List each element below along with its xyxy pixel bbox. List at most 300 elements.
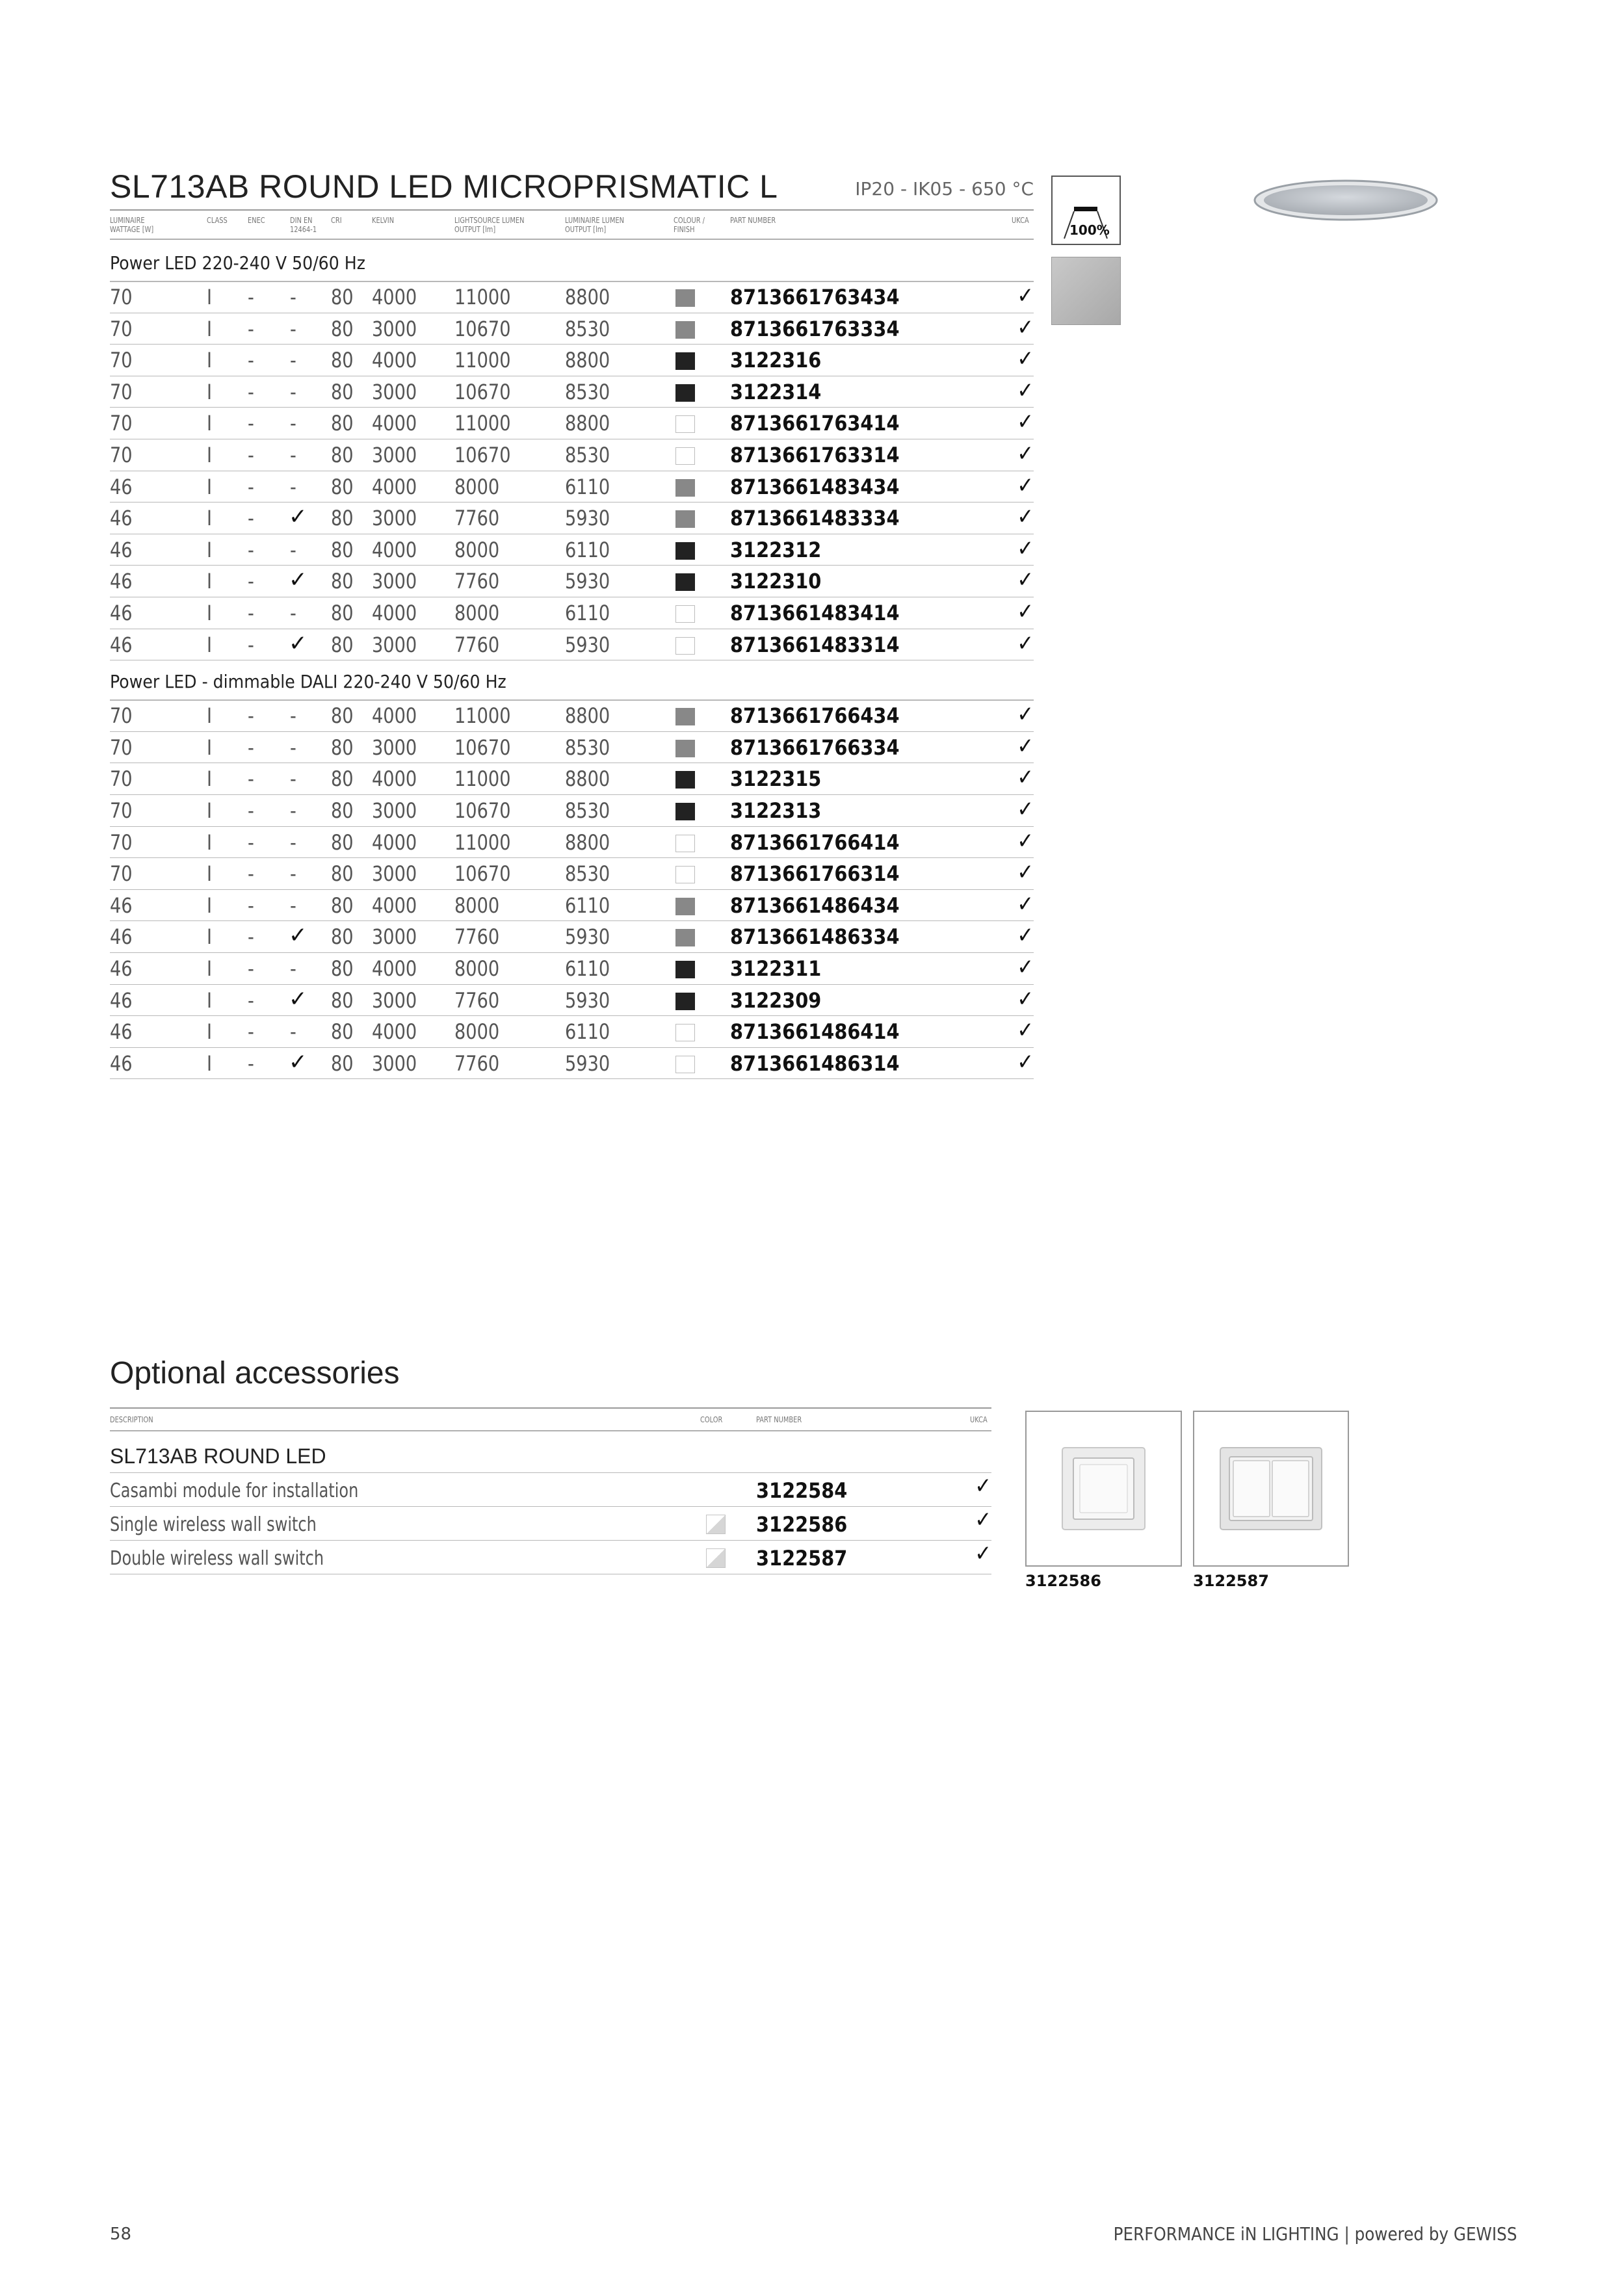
colour-swatch-black — [675, 961, 695, 978]
colour-swatch-black — [675, 384, 695, 402]
cell-enec: - — [248, 632, 254, 657]
cell-class: I — [207, 798, 213, 823]
cell-enec: - — [248, 601, 254, 625]
ukca-check-icon: ✓ — [1017, 535, 1034, 562]
colour-swatch-black — [675, 803, 695, 820]
table-row — [110, 597, 1034, 629]
cell-kelvin: 4000 — [372, 474, 417, 499]
cell-wattage: 70 — [110, 703, 133, 729]
cell-part-number: 8713661763414 — [730, 411, 900, 436]
cell-luminaire-lumen: 8800 — [565, 411, 610, 436]
cell-part-number: 3122310 — [730, 569, 822, 594]
accessory-part-number: 3122586 — [756, 1512, 848, 1537]
cell-kelvin: 3000 — [372, 316, 417, 341]
colour-swatch-white — [675, 1024, 695, 1041]
cell-enec: - — [248, 829, 254, 855]
cell-lightsource-lumen: 7760 — [454, 1050, 500, 1076]
colour-swatch-grey — [675, 321, 695, 339]
table-row — [110, 566, 1034, 597]
ukca-check-icon: ✓ — [1017, 1017, 1034, 1044]
cell-enec: - — [248, 987, 254, 1013]
cell-part-number: 8713661763334 — [730, 316, 900, 341]
table-row — [110, 313, 1034, 345]
cell-cri: 80 — [331, 632, 354, 657]
cell-din: - — [290, 601, 296, 625]
product-title: SL713AB ROUND LED MICROPRISMATIC L — [110, 168, 778, 205]
accessory-colour-swatch — [706, 1548, 726, 1568]
cell-din: - — [290, 829, 296, 855]
cell-part-number: 3122314 — [730, 379, 822, 404]
ukca-check-icon: ✓ — [1017, 1049, 1034, 1075]
colour-swatch-grey — [675, 289, 695, 307]
cell-kelvin: 3000 — [372, 798, 417, 823]
cell-luminaire-lumen: 5930 — [565, 987, 610, 1013]
title-rule — [110, 209, 1034, 211]
cell-luminaire-lumen: 8530 — [565, 316, 610, 341]
cell-kelvin: 3000 — [372, 506, 417, 531]
ukca-check-icon: ✓ — [1017, 985, 1034, 1012]
cell-wattage: 70 — [110, 285, 133, 309]
cell-kelvin: 3000 — [372, 569, 417, 594]
cell-cri: 80 — [331, 861, 354, 887]
cell-din: - — [290, 956, 296, 981]
cell-cri: 80 — [331, 506, 354, 531]
footer-brand: PERFORMANCE iN LIGHTING | powered by GEWISS — [1113, 2223, 1517, 2245]
colour-swatch-black — [675, 993, 695, 1010]
cell-class: I — [207, 537, 213, 562]
accessories-col-description: DESCRIPTION — [110, 1415, 153, 1424]
accessory-colour-swatch — [706, 1515, 726, 1534]
cell-kelvin: 4000 — [372, 893, 417, 918]
cell-luminaire-lumen: 6110 — [565, 474, 610, 499]
cell-class: I — [207, 861, 213, 887]
cell-luminaire-lumen: 8800 — [565, 703, 610, 729]
cell-class: I — [207, 569, 213, 594]
cell-wattage: 70 — [110, 411, 133, 436]
col-class: CLASS — [207, 216, 228, 225]
colour-swatch-black — [675, 352, 695, 370]
cell-part-number: 8713661483434 — [730, 474, 900, 499]
cell-lightsource-lumen: 7760 — [454, 924, 500, 950]
cell-din: - — [290, 379, 296, 404]
col-enec: ENEC — [248, 216, 265, 225]
efficiency-label: 100% — [1069, 222, 1110, 238]
cell-part-number: 3122313 — [730, 798, 822, 823]
cell-kelvin: 3000 — [372, 443, 417, 467]
cell-kelvin: 3000 — [372, 861, 417, 887]
cell-part-number: 8713661763314 — [730, 443, 900, 467]
table-row — [110, 345, 1034, 376]
cell-lightsource-lumen: 11000 — [454, 348, 511, 373]
table-row — [110, 985, 1034, 1017]
cell-luminaire-lumen: 8800 — [565, 766, 610, 792]
col-part-number: PART NUMBER — [730, 216, 776, 225]
ukca-check-icon: ✓ — [1017, 630, 1034, 657]
cell-kelvin: 3000 — [372, 632, 417, 657]
cell-wattage: 46 — [110, 569, 133, 594]
cell-part-number: 8713661763434 — [730, 285, 900, 309]
cell-din: - — [290, 735, 296, 760]
ukca-check-icon: ✓ — [1017, 441, 1034, 467]
cell-cri: 80 — [331, 379, 354, 404]
colour-swatch-white — [675, 605, 695, 623]
cell-luminaire-lumen: 8530 — [565, 443, 610, 467]
table-row — [110, 921, 1034, 953]
cell-wattage: 46 — [110, 1050, 133, 1076]
cell-cri: 80 — [331, 474, 354, 499]
cell-luminaire-lumen: 6110 — [565, 601, 610, 625]
table-row — [110, 534, 1034, 566]
section-title: Power LED - dimmable DALI 220-240 V 50/60 Hz — [110, 671, 506, 693]
cell-class: I — [207, 924, 213, 950]
cell-lightsource-lumen: 7760 — [454, 569, 500, 594]
accessories-col-ukca: UKCA — [970, 1415, 988, 1424]
cell-part-number: 8713661766434 — [730, 703, 900, 729]
col-colour-line: FINISH — [674, 225, 695, 234]
table-row — [110, 890, 1034, 922]
cell-luminaire-lumen: 5930 — [565, 506, 610, 531]
ukca-check-icon: ✓ — [1017, 733, 1034, 759]
table-row — [110, 795, 1034, 827]
cell-part-number: 8713661486434 — [730, 893, 900, 918]
cell-din: - — [290, 537, 296, 562]
cell-lightsource-lumen: 11000 — [454, 829, 511, 855]
accessories-title: Optional accessories — [110, 1356, 400, 1390]
cell-luminaire-lumen: 8800 — [565, 285, 610, 309]
colour-swatch-black — [675, 542, 695, 560]
ukca-check-icon: ✓ — [1017, 764, 1034, 791]
cell-kelvin: 4000 — [372, 537, 417, 562]
ukca-check-icon: ✓ — [1017, 283, 1034, 309]
table-row — [110, 1016, 1034, 1048]
cell-class: I — [207, 893, 213, 918]
cell-cri: 80 — [331, 924, 354, 950]
cell-wattage: 46 — [110, 893, 133, 918]
protection-ratings: IP20 - IK05 - 650 °C — [855, 178, 1034, 200]
product-image — [1251, 176, 1440, 224]
image-caption-single: 3122586 — [1025, 1572, 1101, 1590]
cell-class: I — [207, 1019, 213, 1045]
cell-part-number: 3122316 — [730, 348, 822, 373]
cell-class: I — [207, 379, 213, 404]
ukca-check-icon: ✓ — [1017, 504, 1034, 530]
cell-class: I — [207, 956, 213, 981]
ukca-check-icon: ✓ — [1017, 859, 1034, 886]
colour-swatch-white — [675, 415, 695, 433]
cell-wattage: 46 — [110, 987, 133, 1013]
accessories-group-row — [110, 1430, 991, 1473]
table-row — [110, 281, 1034, 313]
table-row — [110, 408, 1034, 439]
cell-enec: - — [248, 861, 254, 887]
table-row — [110, 732, 1034, 764]
cell-part-number: 3122312 — [730, 537, 822, 562]
cell-cri: 80 — [331, 956, 354, 981]
cell-part-number: 8713661483414 — [730, 601, 900, 625]
cell-class: I — [207, 348, 213, 373]
cell-lightsource-lumen: 8000 — [454, 537, 500, 562]
col-lightsource-lumen — [454, 216, 524, 234]
ukca-check-icon: ✓ — [1017, 796, 1034, 822]
cell-kelvin: 3000 — [372, 735, 417, 760]
cell-enec: - — [248, 1019, 254, 1045]
cell-part-number: 8713661486314 — [730, 1050, 900, 1076]
cell-enec: - — [248, 443, 254, 467]
colour-swatch-white — [675, 637, 695, 655]
cell-class: I — [207, 411, 213, 436]
cell-lightsource-lumen: 10670 — [454, 798, 511, 823]
cell-cri: 80 — [331, 829, 354, 855]
cell-enec: - — [248, 316, 254, 341]
ukca-check-icon: ✓ — [1017, 701, 1034, 728]
cell-din: ✓ — [289, 1049, 308, 1075]
cell-lightsource-lumen: 10670 — [454, 316, 511, 341]
cell-class: I — [207, 703, 213, 729]
cell-din: - — [290, 1019, 296, 1045]
cell-lightsource-lumen: 7760 — [454, 632, 500, 657]
cell-lightsource-lumen: 11000 — [454, 411, 511, 436]
col-wattage-line: LUMINAIRE — [110, 216, 145, 225]
cell-cri: 80 — [331, 285, 354, 309]
cell-cri: 80 — [331, 1019, 354, 1045]
cell-part-number: 3122315 — [730, 766, 822, 792]
cell-part-number: 8713661766314 — [730, 861, 900, 887]
accessory-description: Casambi module for installation — [110, 1480, 359, 1502]
ukca-check-icon: ✓ — [975, 1541, 991, 1567]
cell-cri: 80 — [331, 1050, 354, 1076]
col-lightsource-lumen-line: OUTPUT [lm] — [454, 225, 496, 234]
colour-swatch-grey — [675, 929, 695, 946]
cell-kelvin: 4000 — [372, 956, 417, 981]
cell-din: - — [290, 474, 296, 499]
colour-swatch-black — [675, 573, 695, 591]
cell-lightsource-lumen: 10670 — [454, 735, 511, 760]
ukca-check-icon: ✓ — [1017, 472, 1034, 499]
cell-class: I — [207, 632, 213, 657]
cell-wattage: 46 — [110, 601, 133, 625]
cell-wattage: 70 — [110, 798, 133, 823]
accessory-part-number: 3122587 — [756, 1546, 848, 1571]
ukca-check-icon: ✓ — [1017, 954, 1034, 980]
col-luminaire-lumen-line: OUTPUT [lm] — [565, 225, 607, 234]
table-row — [110, 1048, 1034, 1080]
cell-class: I — [207, 506, 213, 531]
col-colour-line: COLOUR / — [674, 216, 705, 225]
cell-class: I — [207, 601, 213, 625]
col-kelvin: KELVIN — [372, 216, 395, 225]
cell-kelvin: 3000 — [372, 1050, 417, 1076]
cell-part-number: 8713661483314 — [730, 632, 900, 657]
cell-enec: - — [248, 474, 254, 499]
cell-enec: - — [248, 766, 254, 792]
cell-class: I — [207, 316, 213, 341]
cell-din: ✓ — [289, 567, 308, 594]
cell-enec: - — [248, 735, 254, 760]
cell-enec: - — [248, 285, 254, 309]
colour-swatch-grey — [675, 479, 695, 497]
cell-lightsource-lumen: 10670 — [454, 379, 511, 404]
cell-class: I — [207, 285, 213, 309]
cell-din: ✓ — [289, 504, 308, 530]
cell-kelvin: 4000 — [372, 285, 417, 309]
cell-wattage: 46 — [110, 956, 133, 981]
cell-kelvin: 3000 — [372, 987, 417, 1013]
cell-enec: - — [248, 379, 254, 404]
cell-wattage: 46 — [110, 474, 133, 499]
cell-enec: - — [248, 506, 254, 531]
cell-wattage: 46 — [110, 1019, 133, 1045]
table-row — [110, 502, 1034, 534]
cell-class: I — [207, 474, 213, 499]
accessory-description: Single wireless wall switch — [110, 1513, 317, 1536]
cell-cri: 80 — [331, 798, 354, 823]
cell-luminaire-lumen: 5930 — [565, 1050, 610, 1076]
cell-part-number: 3122311 — [730, 956, 822, 981]
ukca-check-icon: ✓ — [975, 1473, 991, 1499]
cell-din: ✓ — [289, 630, 308, 657]
cell-din: - — [290, 285, 296, 309]
col-din — [290, 216, 317, 234]
ukca-check-icon: ✓ — [1017, 409, 1034, 436]
cell-luminaire-lumen: 5930 — [565, 569, 610, 594]
table-row — [110, 827, 1034, 859]
cell-wattage: 70 — [110, 348, 133, 373]
cell-enec: - — [248, 893, 254, 918]
accessory-part-number: 3122584 — [756, 1478, 848, 1503]
cell-din: - — [290, 893, 296, 918]
cell-wattage: 70 — [110, 829, 133, 855]
cell-part-number: 8713661486414 — [730, 1019, 900, 1045]
table-row — [110, 376, 1034, 408]
cell-kelvin: 4000 — [372, 766, 417, 792]
cell-class: I — [207, 735, 213, 760]
cell-kelvin: 4000 — [372, 1019, 417, 1045]
cell-kelvin: 4000 — [372, 411, 417, 436]
ukca-check-icon: ✓ — [1017, 567, 1034, 594]
cell-din: - — [290, 411, 296, 436]
cell-enec: - — [248, 411, 254, 436]
colour-swatch-black — [675, 771, 695, 789]
cell-part-number: 8713661486334 — [730, 924, 900, 950]
colour-swatch-grey — [675, 740, 695, 757]
cell-din: - — [290, 316, 296, 341]
table-row — [110, 471, 1034, 503]
ukca-check-icon: ✓ — [1017, 599, 1034, 625]
cell-lightsource-lumen: 11000 — [454, 703, 511, 729]
cell-enec: - — [248, 798, 254, 823]
cell-lightsource-lumen: 8000 — [454, 474, 500, 499]
cell-luminaire-lumen: 6110 — [565, 1019, 610, 1045]
cell-lightsource-lumen: 11000 — [454, 766, 511, 792]
cell-din: - — [290, 443, 296, 467]
cell-cri: 80 — [331, 569, 354, 594]
table-row — [110, 629, 1034, 661]
ukca-check-icon: ✓ — [1017, 828, 1034, 854]
cell-luminaire-lumen: 8530 — [565, 379, 610, 404]
col-cri: CRI — [331, 216, 342, 225]
cell-cri: 80 — [331, 893, 354, 918]
cell-din: ✓ — [289, 985, 308, 1012]
ukca-check-icon: ✓ — [975, 1507, 991, 1533]
cell-wattage: 46 — [110, 632, 133, 657]
cell-cri: 80 — [331, 348, 354, 373]
cell-wattage: 70 — [110, 316, 133, 341]
ukca-check-icon: ✓ — [1017, 891, 1034, 917]
col-lightsource-lumen-line: LIGHTSOURCE LUMEN — [454, 216, 525, 225]
cell-luminaire-lumen: 6110 — [565, 893, 610, 918]
ukca-check-icon: ✓ — [1017, 314, 1034, 341]
cell-kelvin: 4000 — [372, 703, 417, 729]
cell-class: I — [207, 443, 213, 467]
cell-luminaire-lumen: 8530 — [565, 798, 610, 823]
cell-cri: 80 — [331, 411, 354, 436]
cell-enec: - — [248, 569, 254, 594]
section-title: Power LED 220-240 V 50/60 Hz — [110, 252, 365, 274]
cell-part-number: 8713661766334 — [730, 735, 900, 760]
colour-swatch-white — [675, 835, 695, 852]
cell-class: I — [207, 829, 213, 855]
cell-cri: 80 — [331, 987, 354, 1013]
accessories-title-rule — [110, 1407, 991, 1409]
cell-part-number: 8713661483334 — [730, 506, 900, 531]
double-switch-image — [1193, 1411, 1349, 1567]
ukca-check-icon: ✓ — [1017, 377, 1034, 404]
cell-enec: - — [248, 956, 254, 981]
cell-luminaire-lumen: 5930 — [565, 924, 610, 950]
page-number: 58 — [110, 2224, 132, 2244]
cell-wattage: 70 — [110, 735, 133, 760]
cell-wattage: 46 — [110, 506, 133, 531]
cell-lightsource-lumen: 10670 — [454, 861, 511, 887]
cell-din: - — [290, 348, 296, 373]
cell-wattage: 70 — [110, 443, 133, 467]
cell-enec: - — [248, 1050, 254, 1076]
accessories-col-color: COLOR — [700, 1415, 723, 1424]
accessories-col-part: PART NUMBER — [756, 1415, 802, 1424]
accessory-row — [110, 1473, 991, 1507]
ukca-check-icon: ✓ — [1017, 922, 1034, 949]
cell-enec: - — [248, 924, 254, 950]
cell-cri: 80 — [331, 537, 354, 562]
colour-swatch-grey — [675, 898, 695, 915]
cell-lightsource-lumen: 8000 — [454, 1019, 500, 1045]
cell-cri: 80 — [331, 316, 354, 341]
cell-kelvin: 3000 — [372, 379, 417, 404]
colour-swatch-white — [675, 1056, 695, 1073]
col-din-line: DIN EN — [290, 216, 313, 225]
light-distribution-icon — [1051, 176, 1121, 245]
cell-cri: 80 — [331, 443, 354, 467]
cell-cri: 80 — [331, 601, 354, 625]
cell-wattage: 46 — [110, 537, 133, 562]
cell-cri: 80 — [331, 766, 354, 792]
col-ukca: UKCA — [1012, 216, 1029, 225]
cell-luminaire-lumen: 5930 — [565, 632, 610, 657]
colour-swatch-white — [675, 866, 695, 883]
cell-wattage: 70 — [110, 861, 133, 887]
cell-wattage: 70 — [110, 766, 133, 792]
cell-lightsource-lumen: 7760 — [454, 506, 500, 531]
cell-din: ✓ — [289, 922, 308, 949]
cell-part-number: 3122309 — [730, 987, 822, 1013]
cell-part-number: 8713661766414 — [730, 829, 900, 855]
cell-din: - — [290, 861, 296, 887]
cell-enec: - — [248, 703, 254, 729]
cell-luminaire-lumen: 8800 — [565, 829, 610, 855]
table-row — [110, 700, 1034, 732]
col-wattage-line: WATTAGE [W] — [110, 225, 154, 234]
cell-din: - — [290, 703, 296, 729]
